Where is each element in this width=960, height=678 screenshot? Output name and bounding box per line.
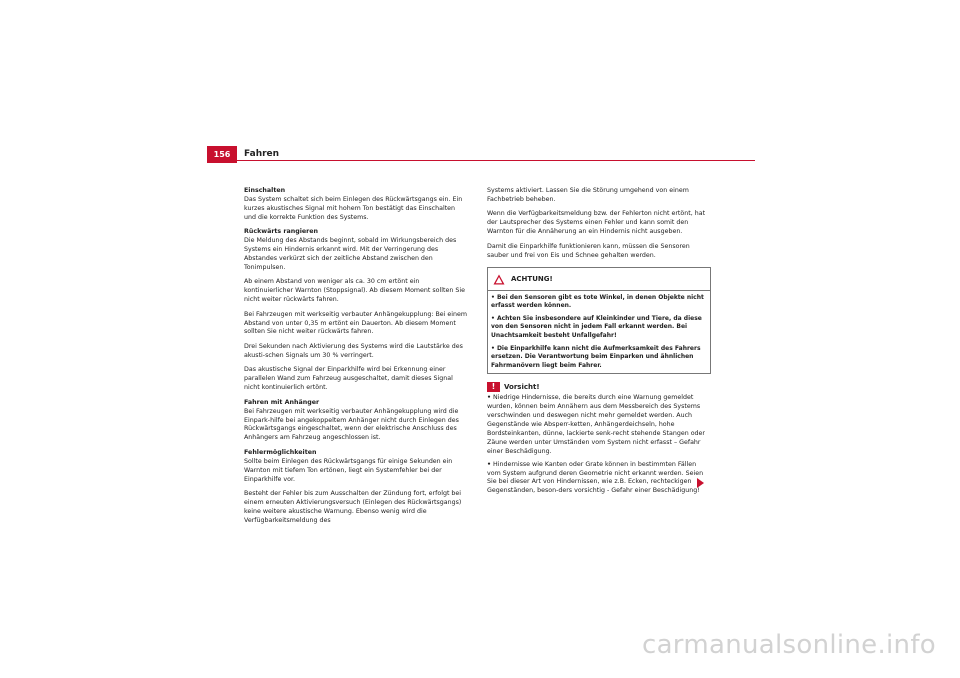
- heading-einschalten: Einschalten: [244, 187, 286, 194]
- paragraph: Bei Fahrzeugen mit werkseitig verbauter Anhängekupplung: Bei einem Abstand von unter 0,35 m ertönt ein Dauerton. Ab diesem Moment sollten Sie nicht weiter rückwärts fahren.: [244, 310, 468, 336]
- warning-item: • Bei den Sensoren gibt es tote Winkel, in denen Objekte nicht erfasst werden können.: [491, 293, 704, 310]
- paragraph: Damit die Einparkhilfe funktionieren kann, müssen die Sensoren sauber und frei von Eis und Schnee gehalten werden.: [487, 242, 690, 259]
- page-number: 156: [207, 146, 237, 163]
- left-column: [244, 187, 468, 531]
- warning-triangle-icon: [493, 274, 505, 285]
- paragraph: Wenn die Verfügbarkeitsmeldung bzw. der Fehlerton nicht ertönt, hat der Lautsprecher des Systems einen Fehler und kann somit den Warnton für die Annäherung an ein Hindernis nicht ausgeben.: [487, 210, 706, 236]
- paragraph: Das System schaltet sich beim Einlegen des Rückwärtsgangs ein. Ein kurzes akustisches Signal mit hohem Ton bestätigt das Einschalten und die korrekte Funktion des Systems.: [244, 195, 463, 221]
- bullet: •: [487, 460, 492, 468]
- caution-body: [487, 394, 711, 496]
- right-column: [487, 187, 711, 500]
- paragraph: Systems aktiviert. Lassen Sie die Störung umgehend von einem Fachbetrieb beheben.: [487, 187, 689, 203]
- bullet: •: [487, 394, 492, 402]
- paragraph: Besteht der Fehler bis zum Ausschalten der Zündung fort, erfolgt bei einem erneuten Aktivierungsversuch (Einlegen des Rückwärtsgangs) keine weitere akustische Warnung. Ebenso wenig wird die Verfügbarkeitsmeldung des: [244, 490, 462, 524]
- caution-header: [487, 382, 711, 392]
- warning-title: ACHTUNG!: [511, 274, 553, 283]
- caution-item: • Niedrige Hindernisse, die bereits durch eine Warnung gemeldet wurden, können beim Annähern aus dem Messbereich des Systems verschwinden und deswegen nicht mehr gemeldet werden. Auch Gegenstände wie Absperr-ketten, Anhängerdeichseln, hohe Bordsteinkanten, dünne, lackierte senk-recht stehende Stangen oder Zäune werden unter Umständen vom System nicht erfasst – Gefahr einer Beschädigung.: [487, 394, 706, 455]
- bullet: •: [491, 293, 495, 301]
- caution-exclamation-icon: !: [487, 382, 500, 392]
- warning-item: • Die Einparkhilfe kann nicht die Aufmerksamkeit des Fahrers ersetzen. Die Verantwortung beim Einparken und ähnlichen Fahrmanövern liegt beim Fahrer.: [491, 344, 701, 369]
- paragraph: Die Meldung des Abstands beginnt, sobald im Wirkungsbereich des Systems ein Hindernis erkannt wird. Mit der Verringerung des Abstandes verkürzt sich der zeitliche Abstand zwischen den Tonimpulsen.: [244, 237, 457, 271]
- section-title: Fahren: [244, 149, 280, 159]
- paragraph: Bei Fahrzeugen mit werkseitig verbauter Anhängekupplung wird die Einpark-hilfe bei angekoppeltem Anhänger nicht durch Einlegen des Rückwärtsgangs eingeschaltet, wenn der elektrische Anschluss des Anhängers am Fahrzeug angeschlossen ist.: [244, 407, 459, 442]
- caution-item: • Hindernisse wie Kanten oder Grate können in bestimmten Fällen vom System aufgrund deren Geometrie nicht erkannt werden. Seien Sie bei dieser Art von Hindernissen, wie z.B. Ecken, rechteckigen Gegenständen, beson-ders vorsichtig - Gefahr einer Beschädigung!: [487, 460, 704, 495]
- paragraph: Drei Sekunden nach Aktivierung des Systems wird die Lautstärke des akusti-schen Signals um 30 % verringert.: [244, 342, 463, 359]
- warning-body: [488, 291, 710, 374]
- warning-item: • Achten Sie insbesondere auf Kleinkinder und Tiere, da diese von den Sensoren nicht in jedem Fall erkannt werden. Bei Unachtsamkeit besteht Unfallgefahr!: [491, 314, 702, 339]
- caution-title: Vorsicht!: [504, 383, 540, 392]
- paragraph: Sollte beim Einlegen des Rückwärtsgangs für einige Sekunden ein Warnton mit tiefem Ton ertönen, liegt ein Systemfehler bei der Einparkhilfe vor.: [244, 457, 453, 483]
- bullet: •: [491, 344, 495, 352]
- warning-header: [488, 268, 710, 291]
- paragraph: Das akustische Signal der Einparkhilfe wird bei Erkennung einer parallelen Wand zum Fahrzeug ausgeschaltet, damit dieses Signal nicht kontinuierlich ertönt.: [244, 366, 453, 392]
- heading-fehler: Fehlermöglichkeiten: [244, 448, 317, 456]
- watermark: carmanualsonline.info: [641, 630, 936, 660]
- heading-rueckwaerts: Rückwärts rangieren: [244, 228, 319, 236]
- warning-box: [487, 267, 711, 375]
- bullet: •: [491, 314, 495, 322]
- header-rule: [237, 160, 755, 161]
- paragraph: Ab einem Abstand von weniger als ca. 30 cm ertönt ein kontinuierlicher Warnton (Stoppsignal). Ab diesem Moment sollten Sie nicht weiter rückwärts fahren.: [244, 278, 465, 304]
- heading-anhaenger: Fahren mit Anhänger: [244, 398, 320, 406]
- next-page-arrow-icon[interactable]: [697, 478, 704, 488]
